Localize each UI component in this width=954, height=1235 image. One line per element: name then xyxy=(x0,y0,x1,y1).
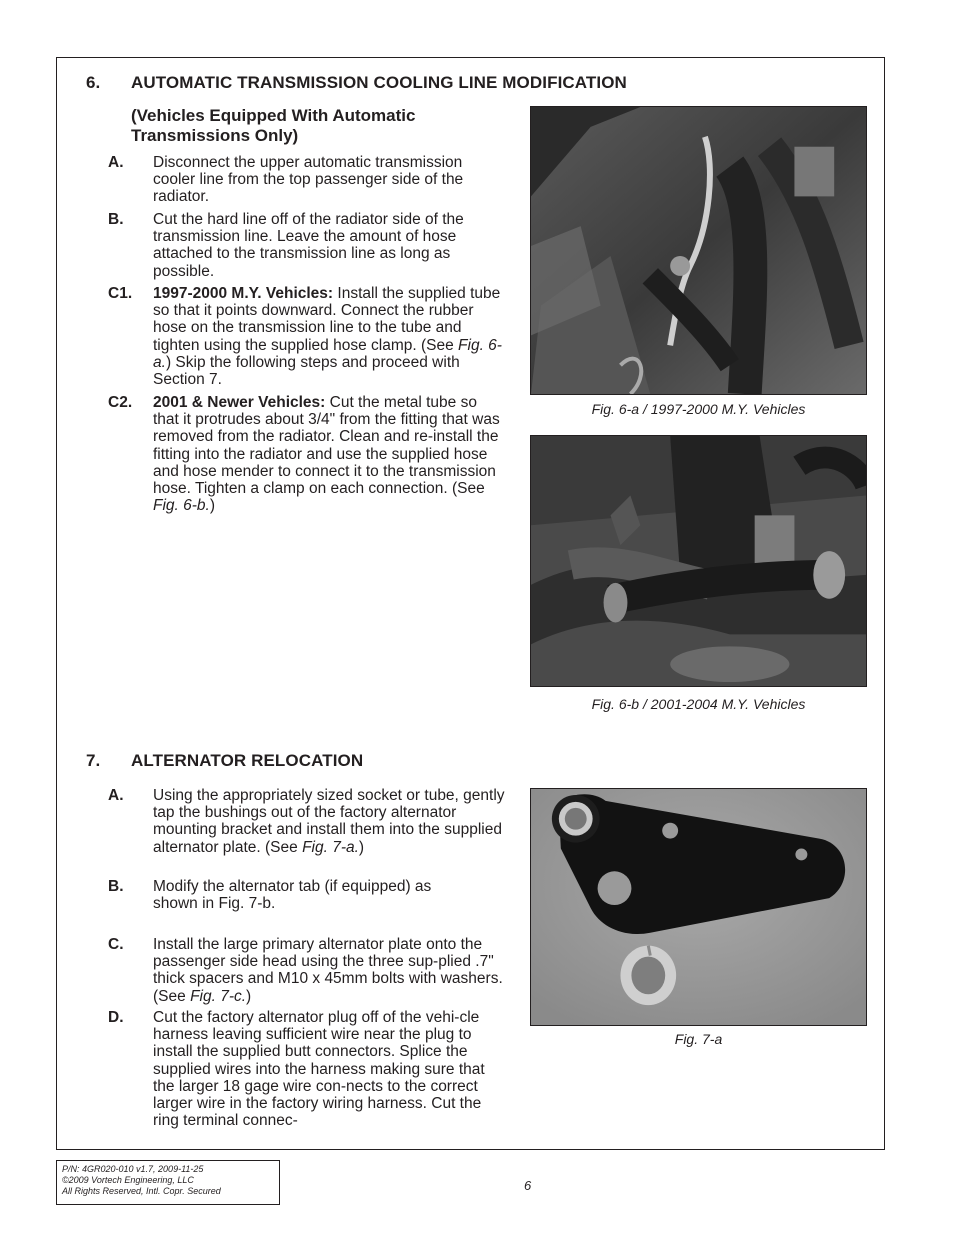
section-6-subtitle-line2: Transmissions Only) xyxy=(131,126,299,145)
step-label: A. xyxy=(108,787,124,804)
step-label: A. xyxy=(108,154,124,171)
step-text xyxy=(153,1009,505,1129)
section-6-title: AUTOMATIC TRANSMISSION COOLING LINE MODIFICATION xyxy=(131,73,627,92)
section-6-subtitle-line1: (Vehicles Equipped With Automatic xyxy=(131,106,416,125)
figure-6b-caption: Fig. 6-b / 2001-2004 M.Y. Vehicles xyxy=(591,696,806,712)
figure-6b-photo xyxy=(530,435,867,687)
step-text-main: Cut the metal tube so that it protrudes about 3/4" from the fitting that was removed from the radiator. Clean and re-install the fitting into the radiator and use the supplied hose and hose mender to connect it to the transmission hose. Tighten a clamp on each connection. (See xyxy=(153,394,500,498)
footer-part-number: P/N: 4GR020-010 v1.7, 2009-11-25 xyxy=(62,1164,204,1174)
step-text-main: Disconnect the upper automatic transmission cooler line from the top passenger side of the radiator. xyxy=(153,154,464,206)
step-label: B. xyxy=(108,211,124,228)
section-7-title: ALTERNATOR RELOCATION xyxy=(131,751,364,770)
step-text xyxy=(153,878,473,912)
section-6-number: 6. xyxy=(86,73,101,92)
figure-6a-caption: Fig. 6-a / 1997-2000 M.Y. Vehicles xyxy=(591,401,806,417)
step-label: C. xyxy=(108,936,124,953)
footer-part-number-box xyxy=(56,1160,280,1205)
step-text xyxy=(153,936,505,1005)
step-text xyxy=(153,285,505,388)
section-6-subtitle xyxy=(131,106,511,146)
step-text xyxy=(153,154,505,206)
step-text-suffix: ) xyxy=(246,987,252,1005)
figure-7a-photo xyxy=(530,788,867,1026)
figure-reference: Fig. 7-a. xyxy=(302,838,359,856)
step-text xyxy=(153,787,505,856)
step-text-suffix: ) Skip the following steps and proceed with Section 7. xyxy=(153,353,460,389)
section-7-number: 7. xyxy=(86,751,101,770)
step-label: B. xyxy=(108,878,124,895)
step-text-main: Cut the hard line off of the radiator side of the transmission line. Leave the amount of hose attached to the transmission line as long as possible. xyxy=(153,211,464,280)
step-lead: 1997-2000 M.Y. Vehicles: xyxy=(153,285,334,302)
figure-reference: Fig. 6-a. xyxy=(153,336,502,371)
step-text-main: Cut the factory alternator plug off of the vehi-cle harness leaving sufficient wire near the plug to install the supplied butt connectors. Splice the supplied wires into the harness making sure that the larger 18 gage wire con-nects to the correct larger wire in the factory wiring harness. Cut the ring terminal connec- xyxy=(153,1009,485,1130)
step-lead: 2001 & Newer Vehicles: xyxy=(153,394,326,411)
step-text-main: Install the supplied tube so that it points downward. Connect the rubber hose on the transmission line to the tube and tighten using the supplied hose clamp. (See xyxy=(153,285,501,354)
figure-6a-photo xyxy=(530,106,867,395)
step-text xyxy=(153,211,505,280)
figure-reference: Fig. 6-b. xyxy=(153,497,210,515)
step-text-main: Modify the alternator tab (if equipped) as shown in Fig. 7-b. xyxy=(153,878,432,913)
step-text-main: Using the appropriately sized socket or tube, gently tap the bushings out of the factory alternator mounting bracket and install them into the supplied alternator plate. (See xyxy=(153,787,505,856)
footer-rights: All Rights Reserved, Intl. Copr. Secured xyxy=(62,1186,221,1196)
footer-copyright: ©2009 Vortech Engineering, LLC xyxy=(62,1175,194,1185)
step-label: D. xyxy=(108,1009,124,1026)
step-text-suffix: ) xyxy=(209,497,216,515)
step-label: C1. xyxy=(108,285,133,302)
page-number: 6 xyxy=(524,1178,532,1193)
figure-7a-caption: Fig. 7-a xyxy=(674,1031,723,1047)
step-label: C2. xyxy=(108,394,133,411)
figure-reference: Fig. 7-c. xyxy=(190,987,247,1005)
step-text-suffix: ) xyxy=(358,838,365,856)
step-text xyxy=(153,394,505,514)
step-text-main: Install the large primary alternator plate onto the passenger side head using the three sup-plied .7" thick spacers and M10 x 45mm bolts with washers. (See xyxy=(153,936,503,1005)
